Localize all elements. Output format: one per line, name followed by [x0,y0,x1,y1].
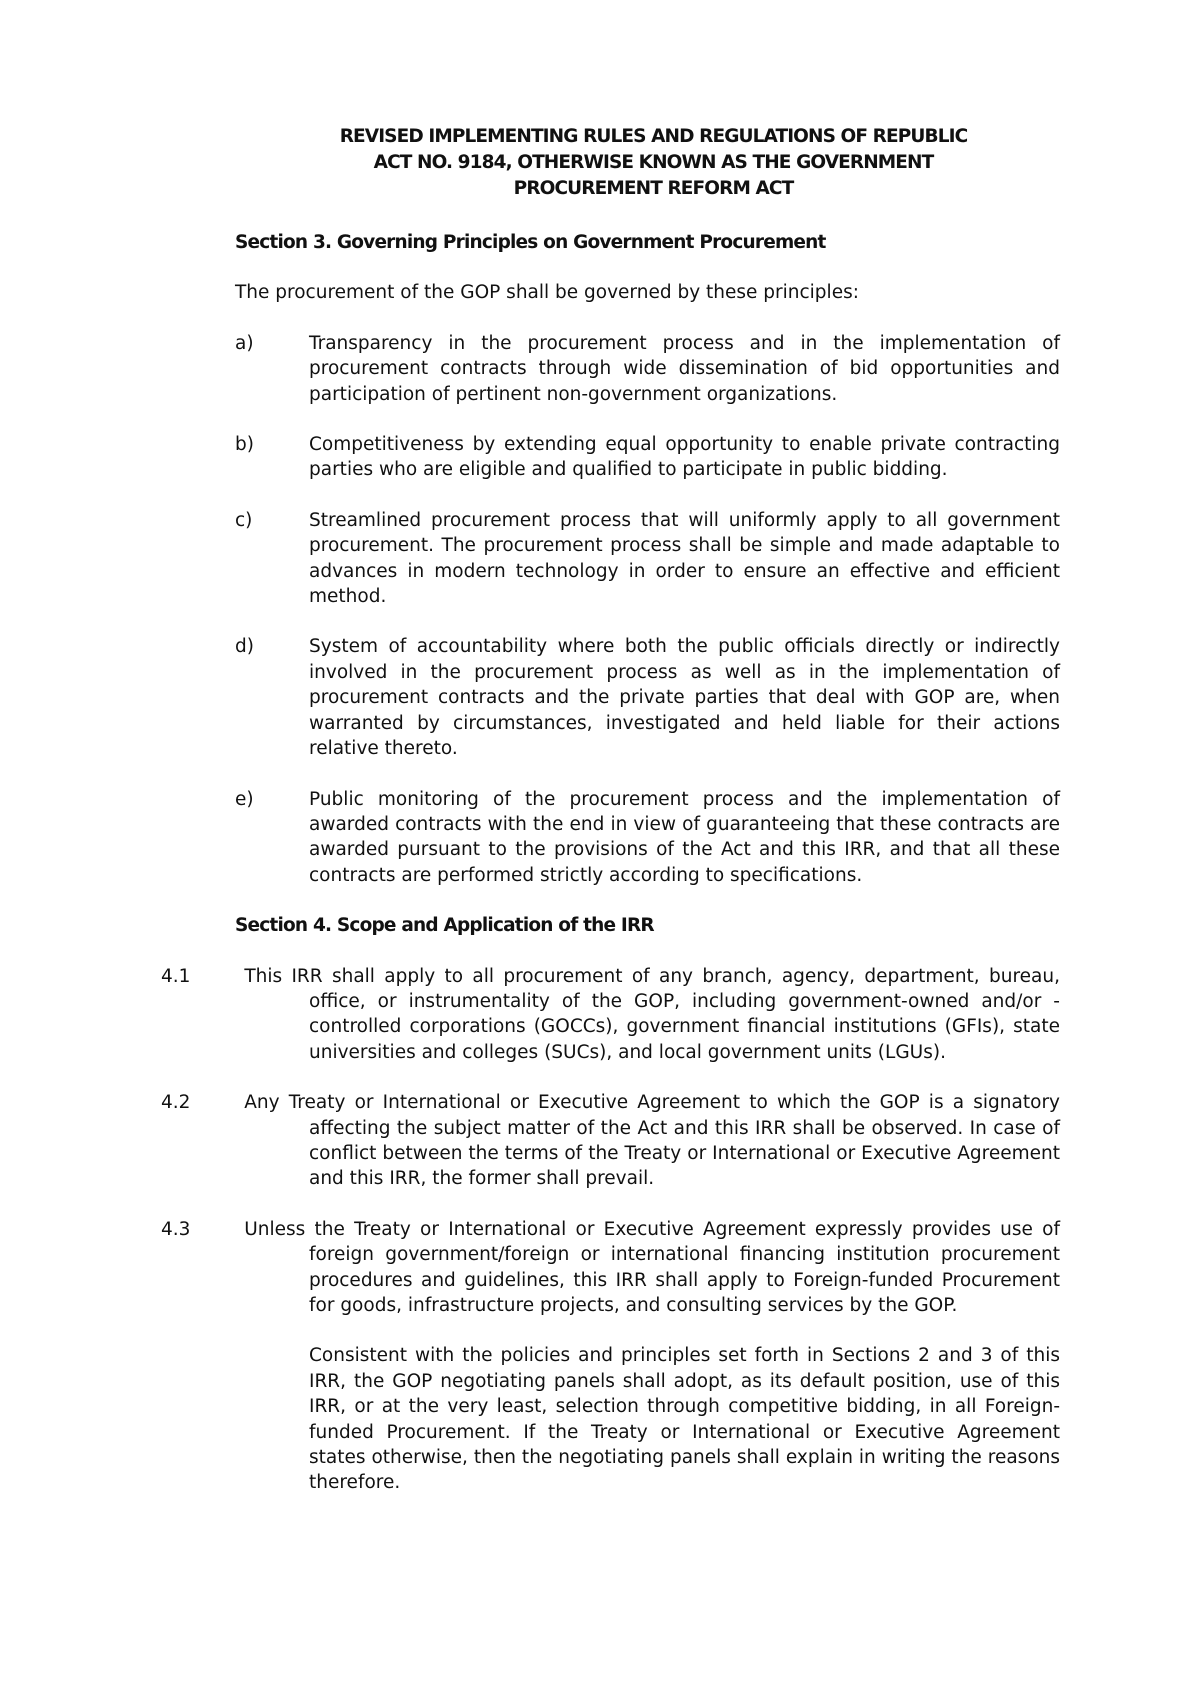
principle-item-d [235,634,1060,761]
title-line-2: ACT NO. 9184, OTHERWISE KNOWN AS THE GOVERNMENT [373,152,934,173]
section-4-heading: Section 4. Scope and Application of the IRR [235,915,654,937]
principle-text: Public monitoring of the procurement process and the implementation of awarded contracts with the end in view of guaranteeing that these contracts are awarded pursuant to the provisions of the Act and this IRR, and that all these contracts are performed strictly according to specifications. [309,788,1060,886]
section-3-heading: Section 3. Governing Principles on Government Procurement [235,232,826,253]
principle-item-e [235,787,1060,889]
principle-item-c [235,508,1060,610]
section-4-note: Consistent with the policies and principles set forth in Sections 2 and 3 of this IRR, the GOP negotiating panels shall adopt, as its default position, use of this IRR, or at the very least, selection through competitive bidding, in all Foreign-funded Procurement. If the Treaty or International or Executive Agreement states otherwise, then the negotiating panels shall explain in writing the reasons therefore. [309,1345,1060,1494]
title-line-3: PROCUREMENT REFORM ACT [513,178,794,199]
paragraph-text: Unless the Treaty or International or Executive Agreement expressly provides use of foreign government/foreign or international financing institution procurement procedures and guidelines, this IRR shall apply to Foreign-funded Procurement for goods, infrastructure projects, and consulting services by the GOP. [244,1218,1060,1316]
principle-text: Competitiveness by extending equal opportunity to enable private contracting parties who are eligible and qualified to participate in public bidding. [309,434,1060,481]
document-body [161,124,1060,1496]
principle-label: d) [235,636,254,658]
section-4-paragraph-3: 4.3 Unless the Treaty or International or Executive Agreement expressly provides use of foreign government/foreign or international financing institution procurement procedures and guidelines, this IRR shall apply to Foreign-funded Procurement for goods, infrastructure projects, and consulting services by the GOP. [161,1218,1060,1316]
paragraph-text: Any Treaty or International or Executive Agreement to which the GOP is a signatory affecting the subject matter of the Act and this IRR shall be observed. In case of conflict between the terms of the Treaty or International or Executive Agreement and this IRR, the former shall prevail. [244,1092,1060,1190]
document-title [247,124,1060,202]
principle-label: e) [235,788,254,810]
paragraph-text: This IRR shall apply to all procurement of any branch, agency, department, bureau, office, or instrumentality of the GOP, including government-owned and/or -controlled corporations (GOCCs), government financial institutions (GFIs), state universities and colleges (SUCs), and local government units (LGUs). [244,965,1060,1063]
principle-item-b [235,432,1060,483]
section-4-paragraph-1: 4.1 This IRR shall apply to all procurement of any branch, agency, department, bureau, office, or instrumentality of the GOP, including government-owned and/or -controlled corporations (GOCCs), government financial institutions (GFIs), state universities and colleges (SUCs), and local government units (LGUs). [161,965,1060,1063]
principle-text: Transparency in the procurement process and in the implementation of procurement contracts through wide dissemination of bid opportunities and participation of pertinent non-government organizations. [309,332,1060,405]
principle-text: System of accountability where both the public officials directly or indirectly involved in the procurement process as well as in the implementation of procurement contracts and the private parties that deal with GOP are, when warranted by circumstances, investigated and held liable for their actions relative thereto. [309,636,1060,760]
principle-label: b) [235,434,254,456]
principle-text: Streamlined procurement process that will uniformly apply to all government procurement. The procurement process shall be simple and made adaptable to advances in modern technology in order to ensure an effective and efficient method. [309,509,1060,608]
section-4-paragraph-2: 4.2 Any Treaty or International or Executive Agreement to which the GOP is a signatory affecting the subject matter of the Act and this IRR shall be observed. In case of conflict between the terms of the Treaty or International or Executive Agreement and this IRR, the former shall prevail. [161,1092,1060,1190]
section-3-intro: The procurement of the GOP shall be governed by these principles: [235,282,859,304]
principle-label: a) [235,332,254,354]
principle-item-a [235,331,1060,407]
title-line-1: REVISED IMPLEMENTING RULES AND REGULATIONS OF REPUBLIC [339,126,968,147]
principle-label: c) [235,509,253,531]
